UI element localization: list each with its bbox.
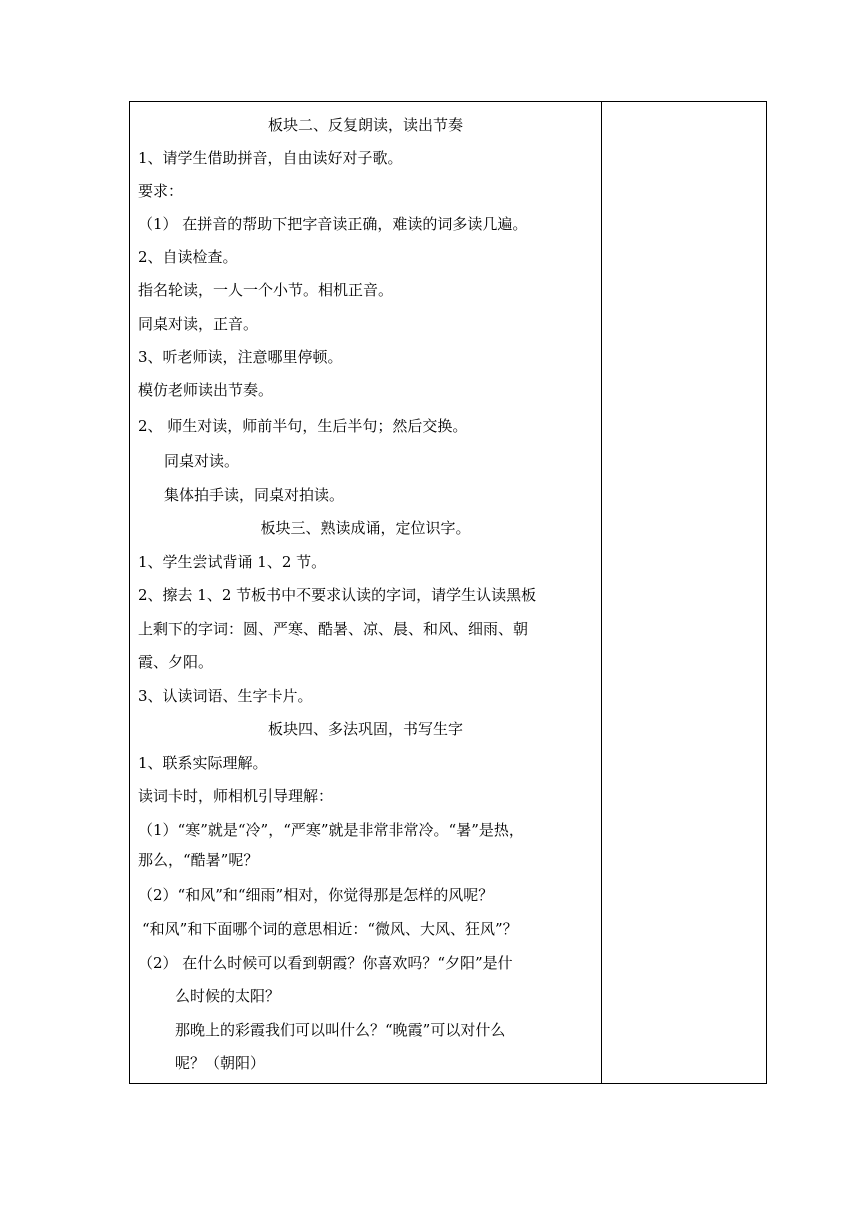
paragraph: 1、请学生借助拼音，自由读好对子歌。	[138, 149, 403, 167]
paragraph: （1）“寒”就是“冷”，“严寒”就是非常非常冷。“暑”是热，	[138, 821, 524, 839]
paragraph: 模仿老师读出节奏。	[138, 381, 274, 399]
section-heading: 板块四、多法巩固，书写生字	[267, 720, 463, 738]
column-divider	[601, 102, 602, 1083]
paragraph: 2、 师生对读，师前半句，生后半句；然后交换。	[138, 417, 468, 435]
paragraph: 那么，“酷暑”呢？	[138, 851, 259, 869]
paragraph: 么时候的太阳？	[175, 987, 281, 1005]
section-heading: 板块二、反复朗读，读出节奏	[267, 116, 463, 134]
paragraph: 集体拍手读，同桌对拍读。	[164, 486, 345, 504]
paragraph: （2）“和风”和“细雨”相对，你觉得那是怎样的风呢？	[138, 886, 494, 904]
paragraph: 2、自读检查。	[138, 248, 238, 266]
paragraph: 那晚上的彩霞我们可以叫什么？“晚霞”可以对什么	[175, 1021, 506, 1039]
paragraph: 要求：	[138, 182, 184, 200]
paragraph: 呢？（朝阳）	[175, 1054, 266, 1072]
paragraph: （1） 在拼音的帮助下把字音读正确，难读的词多读几遍。	[138, 215, 528, 233]
paragraph: （2） 在什么时候可以看到朝霞？你喜欢吗？“夕阳”是什	[138, 954, 513, 972]
paragraph: 1、联系实际理解。	[138, 754, 268, 772]
lesson-table	[129, 101, 767, 1084]
paragraph: 1、学生尝试背诵 1、2 节。	[138, 553, 327, 571]
paragraph: “和风”和下面哪个词的意思相近：“微风、大风、狂风”？	[142, 920, 518, 938]
lesson-content-cell	[130, 102, 601, 1083]
paragraph: 同桌对读，正音。	[138, 315, 259, 333]
paragraph: 2、擦去 1、2 节板书中不要求认读的字词，请学生认读黑板	[138, 586, 537, 604]
paragraph: 同桌对读。	[164, 452, 240, 470]
paragraph: 霞、夕阳。	[138, 653, 214, 671]
paragraph: 读词卡时，师相机引导理解：	[138, 787, 334, 805]
section-heading: 板块三、熟读成诵，定位识字。	[260, 519, 471, 537]
paragraph: 3、认读词语、生字卡片。	[138, 687, 313, 705]
paragraph: 指名轮读，一人一个小节。相机正音。	[138, 281, 394, 299]
paragraph: 上剩下的字词：圆、严寒、酷暑、凉、晨、和风、细雨、朝	[138, 620, 529, 638]
paragraph: 3、听老师读，注意哪里停顿。	[138, 348, 343, 366]
